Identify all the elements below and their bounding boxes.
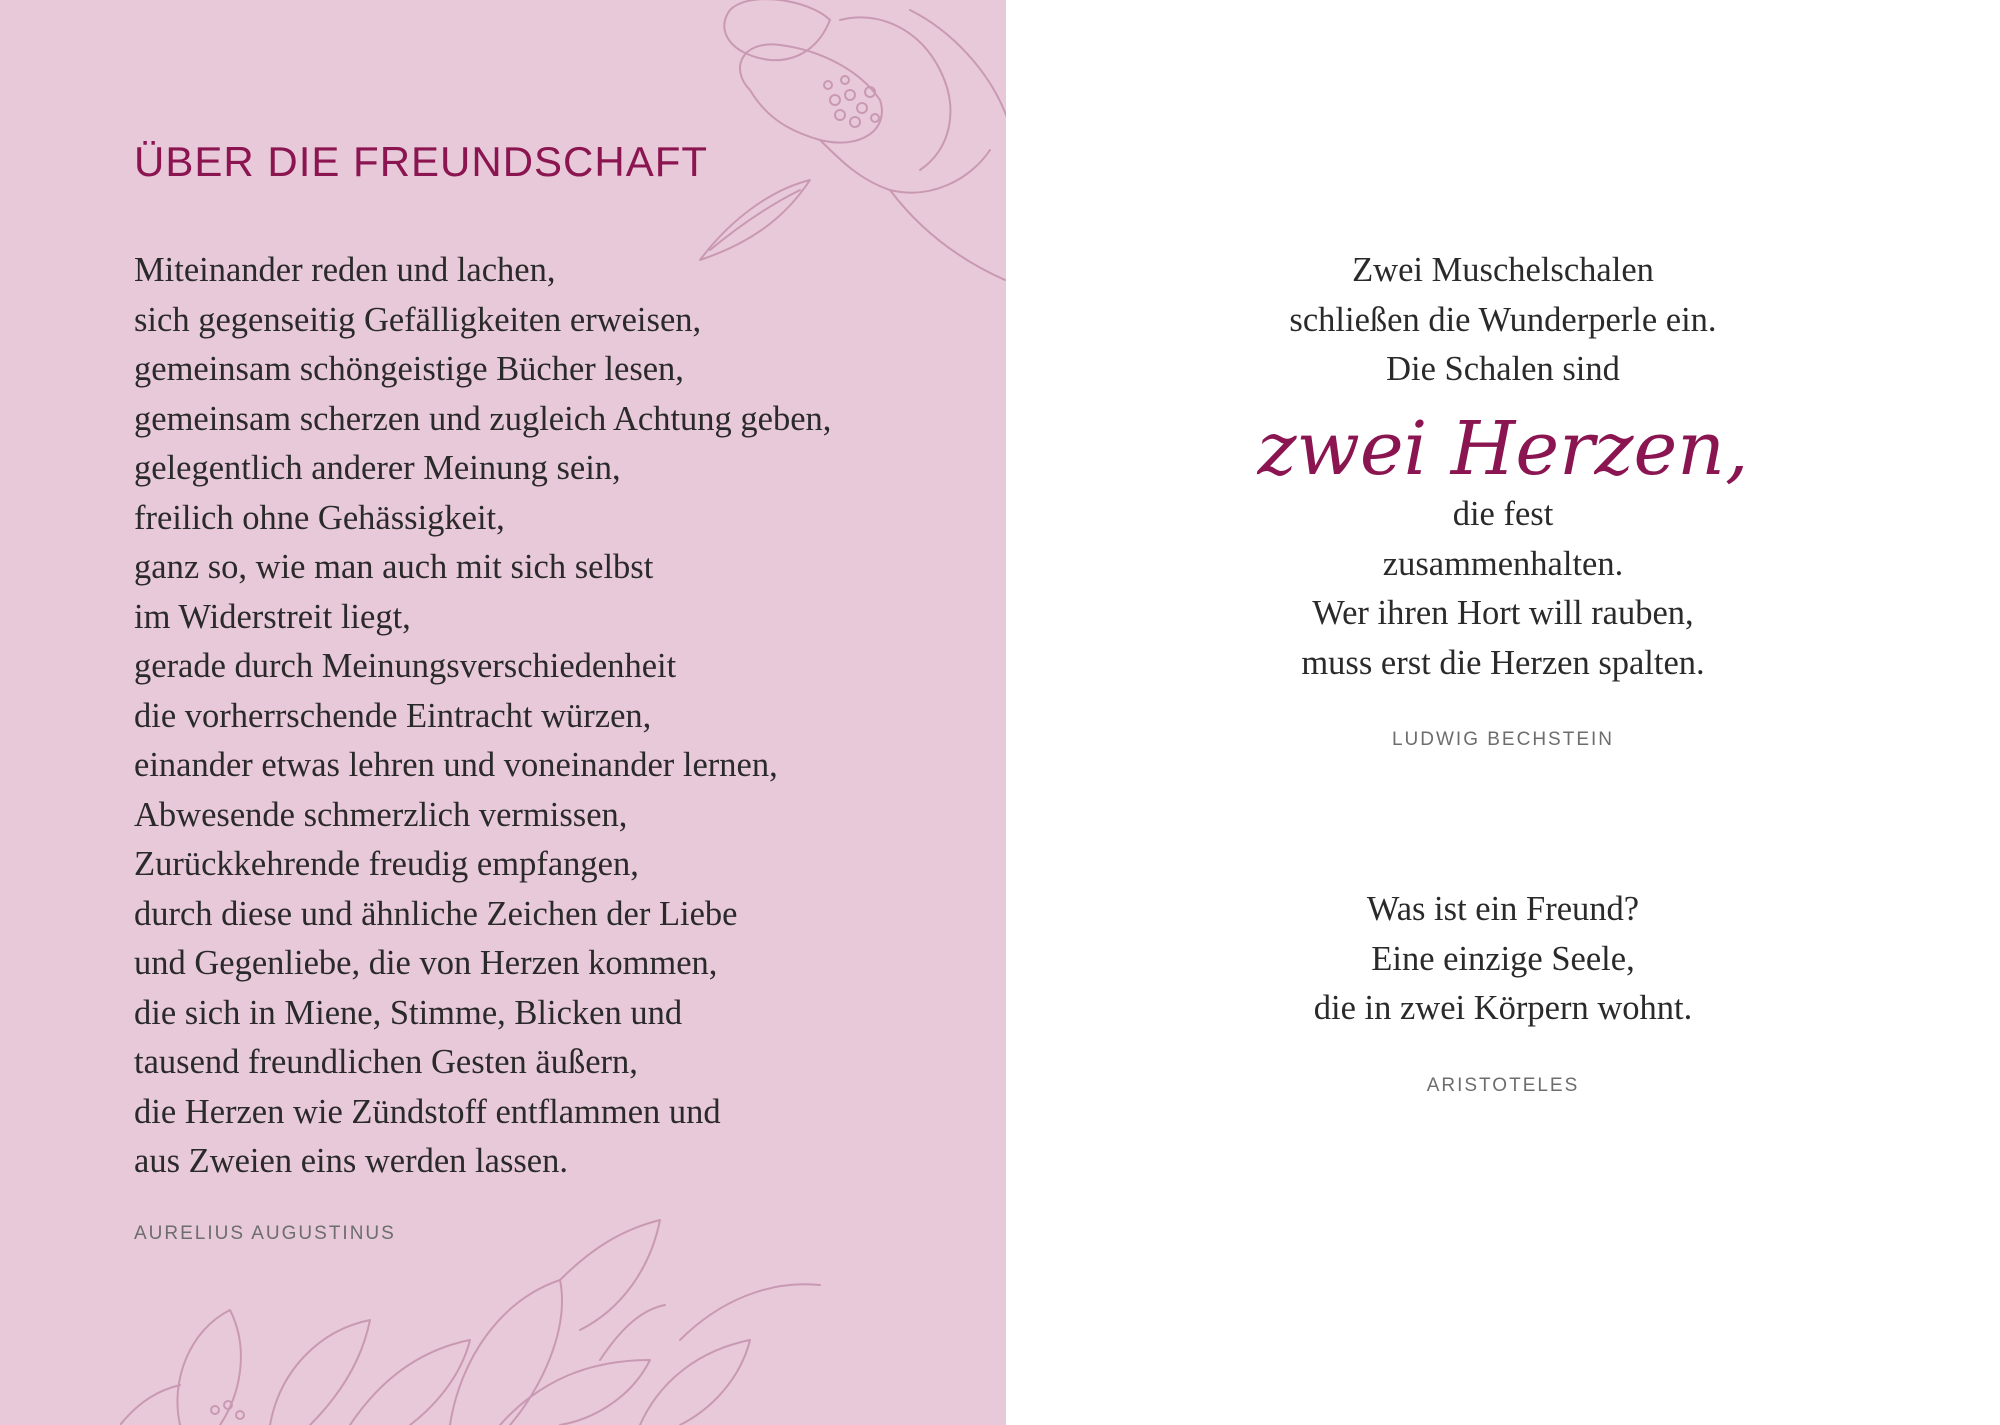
poem-line: gemeinsam scherzen und zugleich Achtung geben,: [134, 399, 832, 438]
quote-line: schließen die Wunderperle ein.: [1289, 300, 1717, 339]
poem-line: im Widerstreit liegt,: [134, 597, 411, 636]
poem-line: ganz so, wie man auch mit sich selbst: [134, 548, 654, 586]
poem-line: gerade durch Meinungsverschiedenheit: [134, 647, 677, 685]
poem-author: AURELIUS AUGUSTINUS: [134, 1223, 396, 1244]
poem-line: gelegentlich anderer Meinung sein,: [134, 449, 621, 487]
quote-author-bechstein: LUDWIG BECHSTEIN: [1391, 729, 1615, 750]
quote-bechstein-bottom: [1006, 490, 2000, 688]
poem-line: Miteinander reden und lachen,: [134, 251, 556, 289]
page-title: ÜBER DIE FREUNDSCHAFT: [134, 138, 709, 185]
poem-line: durch diese und ähnliche Zeichen der Liebe: [134, 894, 738, 933]
quote-aristoteles: [1006, 885, 2000, 1034]
poem-line: Zurückkehrende freudig empfangen,: [134, 845, 639, 883]
script-highlight: zwei Herzen,: [1257, 406, 1749, 492]
quote-line: Die Schalen sind: [1386, 350, 1620, 388]
quote-line: Zwei Muschelschalen: [1352, 251, 1654, 289]
quote-line: Wer ihren Hort will rauben,: [1312, 594, 1694, 632]
right-page: [1006, 0, 2000, 1425]
poem-line: tausend freundlichen Gesten äußern,: [134, 1043, 638, 1081]
quote-line: die fest: [1452, 495, 1554, 533]
quote-line: zusammenhalten.: [1382, 544, 1624, 583]
poem-line: die vorherrschende Eintracht würzen,: [134, 696, 652, 735]
quote-author-aristoteles: ARISTOTELES: [1426, 1075, 1580, 1096]
poem-line: Abwesende schmerzlich vermissen,: [134, 795, 628, 834]
quote-line: die in zwei Körpern wohnt.: [1313, 989, 1693, 1027]
poem-line: die Herzen wie Zündstoff entflammen und: [134, 1092, 721, 1131]
poem-line: freilich ohne Gehässigkeit,: [134, 498, 505, 537]
poem-line: einander etwas lehren und voneinander lernen,: [134, 746, 778, 784]
quote-bechstein-top: [1006, 246, 2000, 395]
poem-line: und Gegenliebe, die von Herzen kommen,: [134, 944, 718, 982]
poem-line: gemeinsam schöngeistige Bücher lesen,: [134, 350, 684, 388]
quote-line: Was ist ein Freund?: [1366, 890, 1640, 928]
poem-line: die sich in Miene, Stimme, Blicken und: [134, 993, 683, 1032]
poem-line: sich gegenseitig Gefälligkeiten erweisen,: [134, 300, 702, 339]
poem-line: aus Zweien eins werden lassen.: [134, 1142, 568, 1180]
poem-text: [134, 246, 831, 1187]
quote-line: muss erst die Herzen spalten.: [1301, 643, 1705, 682]
quote-line: Eine einzige Seele,: [1371, 939, 1635, 978]
